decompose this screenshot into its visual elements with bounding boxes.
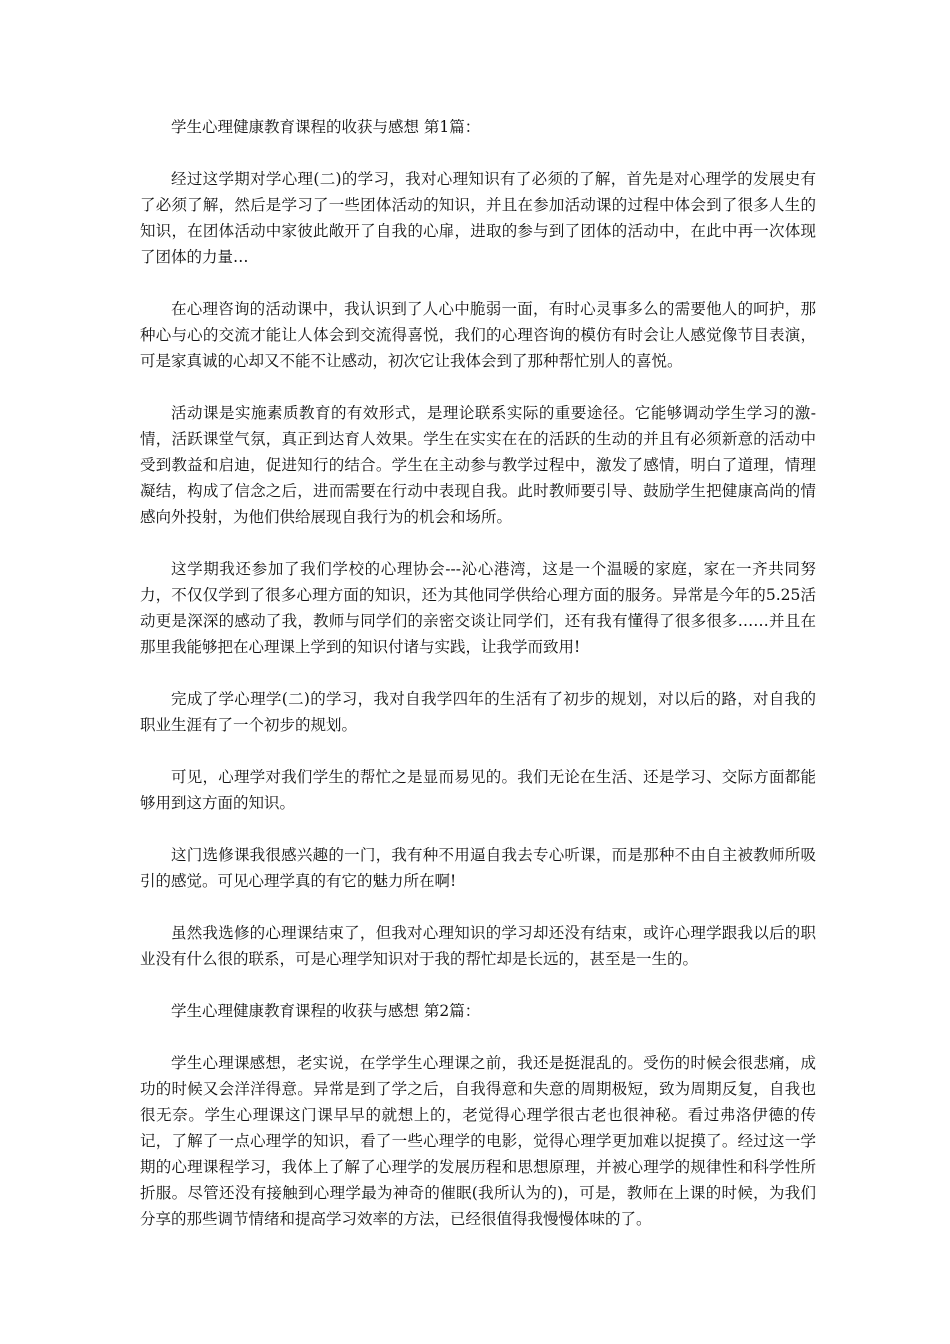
section-heading-1: 学生心理健康教育课程的收获与感想 第1篇： — [171, 118, 481, 136]
paragraph: 这门选修课我很感兴趣的一门，我有种不用逼自我去专心听课，而是那种不由自主被教师所吸引的感觉。可见心理学真的有它的魅力所在啊! — [140, 846, 816, 890]
section-heading-2: 学生心理健康教育课程的收获与感想 第2篇： — [171, 1002, 481, 1020]
paragraph: 学生心理课感想，老实说，在学学生心理课之前，我还是挺混乱的。受伤的时候会很悲痛，成功的时候又会洋洋得意。异常是到了学之后，自我得意和失意的周期极短，致为周期反复，自我也很无奈。学生心理课这门课早早的就想上的，老觉得心理学很古老也很神秘。看过弗洛伊德的传记，了解了一点心理学的知识，看了一些心理学的电影，觉得心理学更加难以捉摸了。经过这一学期的心理课程学习，我体上了解了心理学的发展历程和思想原理，并被心理学的规律性和科学性所折服。尽管还没有接触到心理学最为神奇的催眠(我所认为的)，可是，教师在上课的时候，为我们分享的那些调节情绪和提高学习效率的方法，已经很值得我慢慢体味的了。 — [140, 1054, 816, 1228]
paragraph: 活动课是实施素质教育的有效形式，是理论联系实际的重要途径。它能够调动学生学习的激-情，活跃课堂气氛，真正到达育人效果。学生在实实在在的活跃的生动的并且有必须新意的活动中受到教益和启迪，促进知行的结合。学生在主动参与教学过程中，激发了感情，明白了道理，情理凝结，构成了信念之后，进而需要在行动中表现自我。此时教师要引导、鼓励学生把健康高尚的情感向外投射，为他们供给展现自我行为的机会和场所。 — [140, 404, 816, 526]
paragraph: 这学期我还参加了我们学校的心理协会---沁心港湾，这是一个温暖的家庭，家在一齐共同努力，不仅仅学到了很多心理方面的知识，还为其他同学供给心理方面的服务。异常是今年的5.25活动更是深深的感动了我，教师与同学们的亲密交谈让同学们，还有我有懂得了很多很多……并且在那里我能够把在心理课上学到的知识付诸与实践，让我学而致用! — [140, 560, 816, 656]
paragraph: 虽然我选修的心理课结束了，但我对心理知识的学习却还没有结束，或许心理学跟我以后的职业没有什么很的联系，可是心理学知识对于我的帮忙却是长远的，甚至是一生的。 — [140, 924, 816, 968]
document-page — [140, 114, 816, 1258]
paragraph: 经过这学期对学心理(二)的学习，我对心理知识有了必须的了解，首先是对心理学的发展史有了必须了解，然后是学习了一些团体活动的知识，并且在参加活动课的过程中体会到了很多人生的知识，在团体活动中家彼此敞开了自我的心扉，进取的参与到了团体的活动中，在此中再一次体现了团体的力量… — [140, 170, 816, 266]
paragraph: 可见，心理学对我们学生的帮忙之是显而易见的。我们无论在生活、还是学习、交际方面都能够用到这方面的知识。 — [140, 768, 816, 812]
paragraph: 完成了学心理学(二)的学习，我对自我学四年的生活有了初步的规划，对以后的路，对自我的职业生涯有了一个初步的规划。 — [140, 690, 816, 734]
paragraph: 在心理咨询的活动课中，我认识到了人心中脆弱一面，有时心灵事多么的需要他人的呵护，那种心与心的交流才能让人体会到交流得喜悦，我们的心理咨询的模仿有时会让人感觉像节目表演，可是家真诚的心却又不能不让感动，初次它让我体会到了那种帮忙别人的喜悦。 — [140, 300, 816, 370]
